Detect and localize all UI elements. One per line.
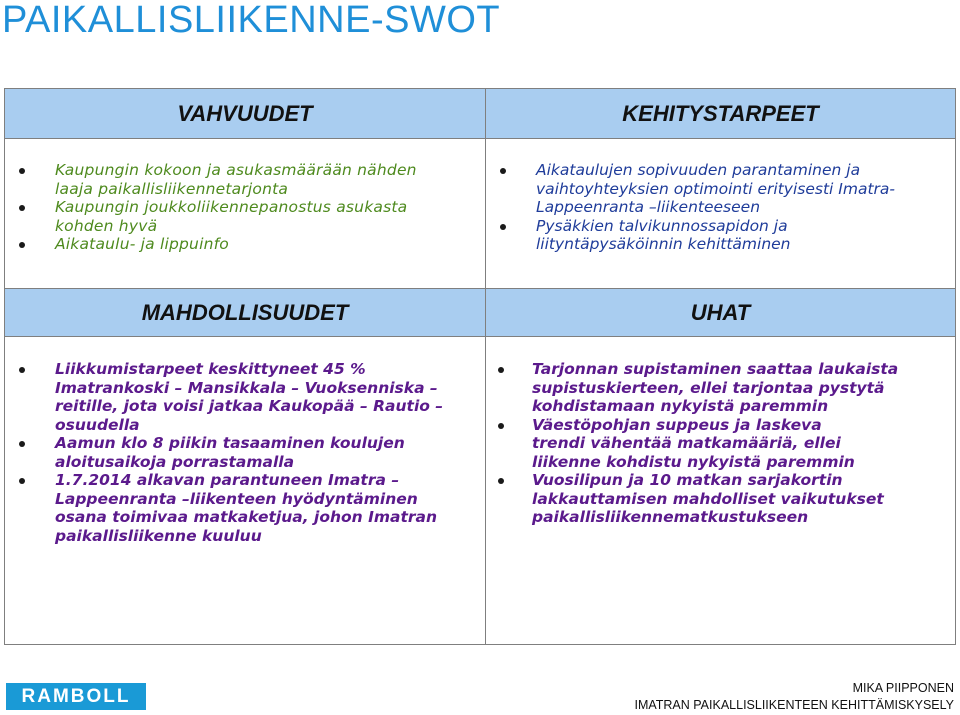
page-title: PAIKALLISLIIKENNE-SWOT (2, 0, 501, 41)
threats-list (486, 360, 955, 527)
threats-cell (485, 337, 955, 644)
list-item: Pysäkkien talvikunnossapidon ja liityntäpysäköinnin kehittäminen (486, 217, 955, 254)
list-item: Liikkumistarpeet keskittyneet 45 % Imatrankoski – Mansikkala – Vuoksenniska –reitille, jota voisi jatkaa Kaukopää – Rautio –osuudella (5, 360, 485, 434)
list-item: Väestöpohjan suppeus ja laskeva trendi vähentää matkamääriä, ellei liikenne kohdistu nykyistä paremmin (486, 416, 955, 472)
list-item: Aikataulu- ja lippuinfo (5, 235, 485, 254)
ramboll-logo: RAMBOLL (6, 683, 146, 710)
list-item: Tarjonnan supistaminen saattaa laukaista supistuskierteen, ellei tarjontaa pystytä kohdistamaan nykyistä paremmin (486, 360, 955, 416)
opportunities-list (5, 360, 485, 545)
swot-table (4, 88, 956, 645)
strengths-cell (5, 139, 485, 288)
list-item: Aamun klo 8 piikin tasaaminen koulujen aloitusaikoja porrastamalla (5, 434, 485, 471)
list-item: Vuosilipun ja 10 matkan sarjakortin lakkauttamisen mahdolliset vaikutukset paikallisliikennematkustukseen (486, 471, 955, 527)
footer-author: MIKA PIIPPONEN (852, 681, 954, 695)
opportunities-cell (5, 337, 485, 644)
threats-heading: UHAT (485, 288, 955, 337)
weaknesses-list (486, 161, 955, 254)
list-item: Kaupungin kokoon ja asukasmäärään nähden laaja paikallisliikennetarjonta (5, 161, 485, 198)
list-item: 1.7.2014 alkavan parantuneen Imatra – Lappeenranta –liikenteen hyödyntäminen osana toimivaa matkaketjua, johon Imatran paikallisliikenne kuuluu (5, 471, 485, 545)
list-item: Kaupungin joukkoliikennepanostus asukasta kohden hyvä (5, 198, 485, 235)
weaknesses-cell (485, 139, 955, 288)
footer-info (634, 680, 954, 714)
strengths-list (5, 161, 485, 254)
footer-report: IMATRAN PAIKALLISLIIKENTEEN KEHITTÄMISKYSELY (634, 698, 954, 712)
opportunities-heading: MAHDOLLISUUDET (5, 288, 485, 337)
weaknesses-heading: KEHITYSTARPEET (485, 89, 955, 139)
strengths-heading: VAHVUUDET (5, 89, 485, 139)
list-item: Aikataulujen sopivuuden parantaminen ja vaihtoyhteyksien optimointi erityisesti Imatra-Lappeenranta –liikenteeseen (486, 161, 955, 217)
